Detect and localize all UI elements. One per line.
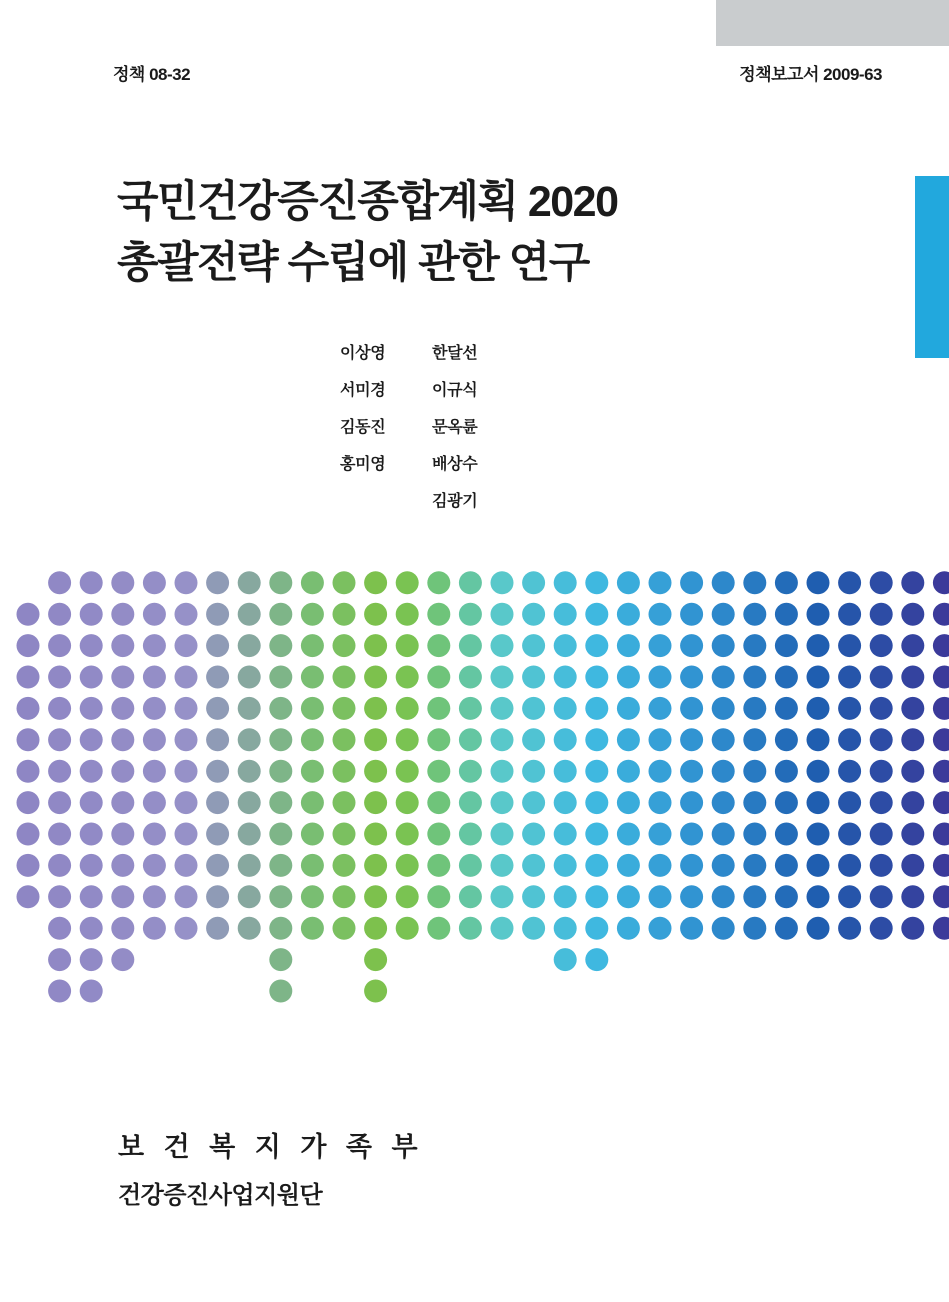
publisher-block (118, 1125, 424, 1210)
accent-bar-decoration (915, 176, 949, 358)
author-name: 서미경 (340, 382, 386, 399)
author-name: 홍미영 (340, 456, 386, 473)
report-number-label: 정책보고서 2009-63 (739, 65, 882, 84)
author-row (340, 407, 560, 444)
author-name: 김동진 (340, 419, 386, 436)
title-line-2: 총괄전략 수립에 관한 연구 (117, 239, 589, 288)
author-name: 이상영 (340, 345, 386, 362)
title-line-1: 국민건강증진종합계획 2020 (117, 178, 618, 226)
author-name: 김광기 (432, 493, 478, 510)
author-list (340, 333, 560, 518)
author-name: 이규식 (432, 382, 478, 399)
author-name: 한달선 (432, 345, 478, 362)
dot-pattern-graphic (0, 495, 949, 1025)
corner-decoration-block (716, 0, 949, 46)
author-row (340, 370, 560, 407)
author-row (340, 444, 560, 481)
publisher-organization: 보 건 복 지 가 족 부 (118, 1132, 424, 1162)
author-name: 배상수 (432, 456, 478, 473)
author-name: 문옥륜 (432, 419, 478, 436)
policy-code-label: 정책 08-32 (113, 65, 191, 84)
publisher-division: 건강증진사업지원단 (118, 1182, 323, 1209)
author-row (340, 333, 560, 370)
page-title (117, 172, 877, 294)
